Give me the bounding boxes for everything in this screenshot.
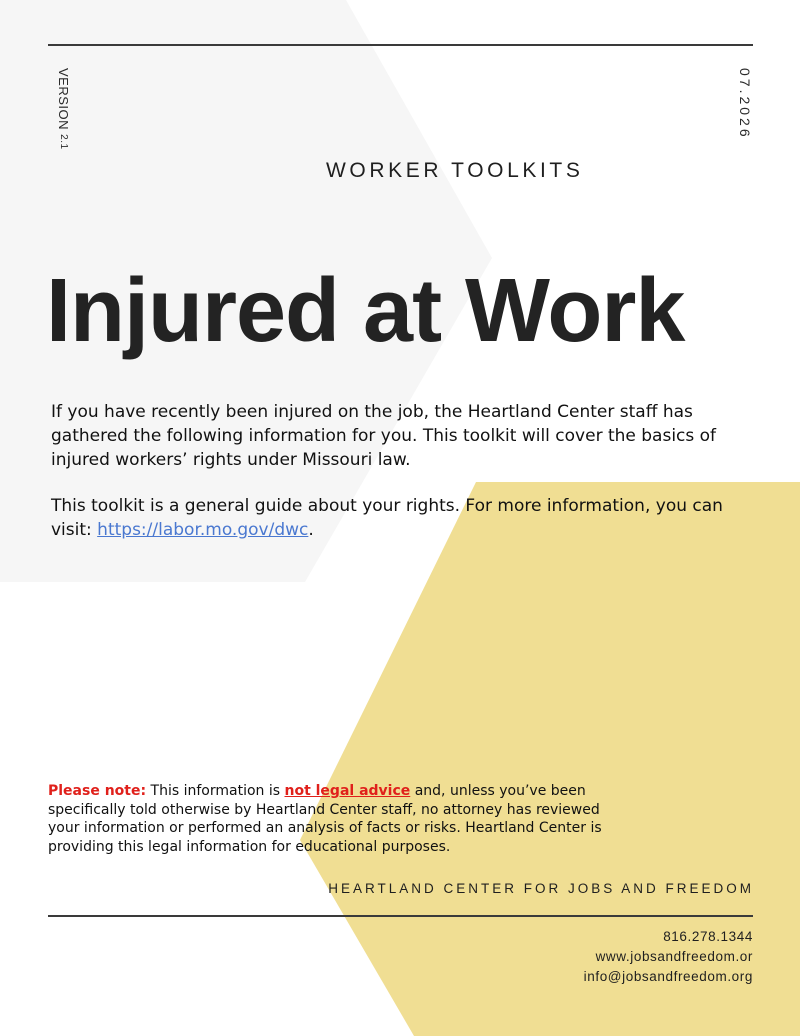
version-text: VERSION — [56, 68, 71, 131]
contact-website: www.jobsandfreedom.or — [595, 949, 753, 964]
bottom-divider — [48, 915, 753, 917]
legal-note — [48, 782, 608, 856]
note-text-before: This information is — [150, 783, 281, 799]
version-label — [56, 68, 71, 150]
toolkit-label: WORKER TOOLKITS — [326, 159, 584, 182]
intro-section — [51, 400, 731, 542]
version-number: 2.1 — [58, 134, 69, 150]
dwc-link[interactable]: https://labor.mo.gov/dwc — [97, 520, 309, 540]
contact-info — [584, 927, 753, 987]
page-title: Injured at Work — [46, 261, 685, 361]
intro-paragraph-2-text: This toolkit is a general guide about your rights. For more information, you can visit: — [51, 496, 723, 540]
note-label: Please note: — [48, 783, 147, 799]
contact-phone: 816.278.1344 — [663, 929, 753, 944]
link-trailing-period: . — [308, 520, 314, 540]
organization-name: HEARTLAND CENTER FOR JOBS AND FREEDOM — [328, 881, 754, 896]
intro-paragraph-1: If you have recently been injured on the job, the Heartland Center staff has gathered the following information for you. This toolkit will cover the basics of injured workers’ rights under Missouri law. — [51, 402, 717, 470]
top-divider — [48, 44, 753, 46]
contact-email: info@jobsandfreedom.org — [583, 969, 753, 984]
date-label: 07.2026 — [737, 68, 753, 140]
intro-paragraph-2 — [51, 494, 731, 542]
note-emphasis: not legal advice — [284, 783, 411, 799]
note-text-after: and, unless you’ve been specifically told otherwise by Heartland Center staff, no attorney has reviewed your information or performed an analysis of facts or risks. Heartland Center is providing this legal information for educational purposes. — [48, 783, 602, 855]
